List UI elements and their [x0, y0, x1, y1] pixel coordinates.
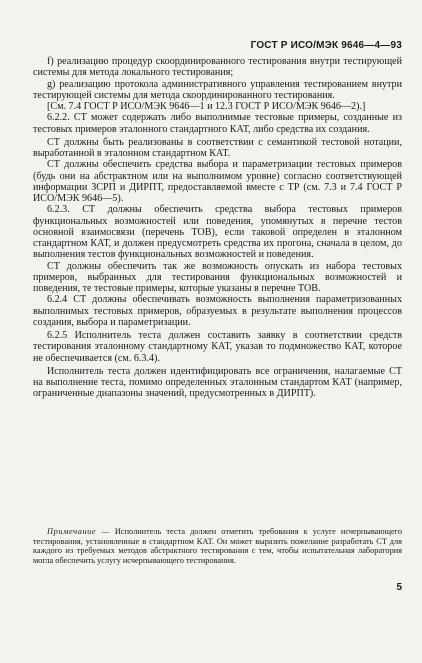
paragraph-f: f) реализацию процедур скоординированного тестирования внутри тестирующей системы для метода локального тестирования; — [33, 56, 402, 79]
paragraph-parametrization: СТ должны обеспечить средства выбора и параметризации тестовых примеров (будь они на абстрактном или на выполнимом уровне) согласно соответствующей информации ЗСРП и ДИРПТ, предоставляемой вместе с ТР (см. 7.3 и 7.4 ГОСТ Р ИСО/МЭК 9646—5). — [33, 159, 402, 204]
note — [33, 527, 402, 565]
paragraph-g: g) реализацию протокола административного управления тестированием внутри тестирующей системы для метода скоординированного тестирования. — [33, 78, 402, 101]
paragraph-6-2-5: 6.2.5 Исполнитель теста должен составить заявку в соответствии средств тестирования эталонному стандартному КАТ, указав то подмножество КАТ, которое не обеспечивается (см. 6.3.4). — [33, 330, 402, 364]
page-header: ГОСТ Р ИСО/МЭК 9646—4—93 — [250, 40, 402, 51]
note-lead: Примечание — — [47, 527, 110, 536]
body-text — [33, 56, 402, 400]
paragraph-omit-tests: СТ должны обеспечить так же возможность опускать из набора тестовых примеров, выбранных для тестирования функциональных возможностей и поведения, те тестовые примеры, которые указаны в перечне ТОВ. — [33, 260, 402, 294]
paragraph-reference: [См. 7.4 ГОСТ Р ИСО/МЭК 9646—1 и 12.3 ГОСТ Р ИСО/МЭК 9646—2).] — [47, 101, 366, 112]
page-number: 5 — [396, 582, 402, 593]
paragraph-semantics: СТ должны быть реализованы в соответствии с семантикой тестовой нотации, выработанной в эталонном стандартном КАТ. — [33, 136, 402, 159]
note-text: Исполнитель теста должен отметить требования к услуге исчерпывающего тестирования, установленные в стандартном КАТ. Он может выразить пожелание разработать СТ для каждого из требуемых методов абстрактного тестирования с тем, чтобы испытательная лаборатория могла обеспечить услугу исчерпывающего тестирования. — [33, 527, 402, 565]
paragraph-6-2-3: 6.2.3. СТ должны обеспечить средства выбора тестовых примеров функциональных возможностей или поведения, упомянутых в перечне тестов основной взаимосвязи (перечень ТОВ), если таковой определен в эталонном стандартном КАТ, и должен предусмотреть средства их прогона, сначала в целом, до выполнения тестов функциональных возможностей и поведения. — [33, 204, 402, 261]
paragraph-6-2-4: 6.2.4 СТ должны обеспечивать возможность выполнения параметризованных выполнимых тестовых примеров, образуемых в результате выполнения процессов создания, выбора и параметризации. — [33, 294, 402, 328]
paragraph-restrictions: Исполнитель теста должен идентифицировать все ограничения, налагаемые СТ на выполнение теста, помимо определенных эталонным стандартом КАТ (например, ограниченные диапазоны значений, предусмотренных в ДИРПТ). — [33, 365, 402, 400]
paragraph-6-2-2: 6.2.2. СТ может содержать либо выполнимые тестовые примеры, созданные из тестовых примеров эталонного стандартного КАТ, либо средства их создания. — [33, 112, 402, 135]
